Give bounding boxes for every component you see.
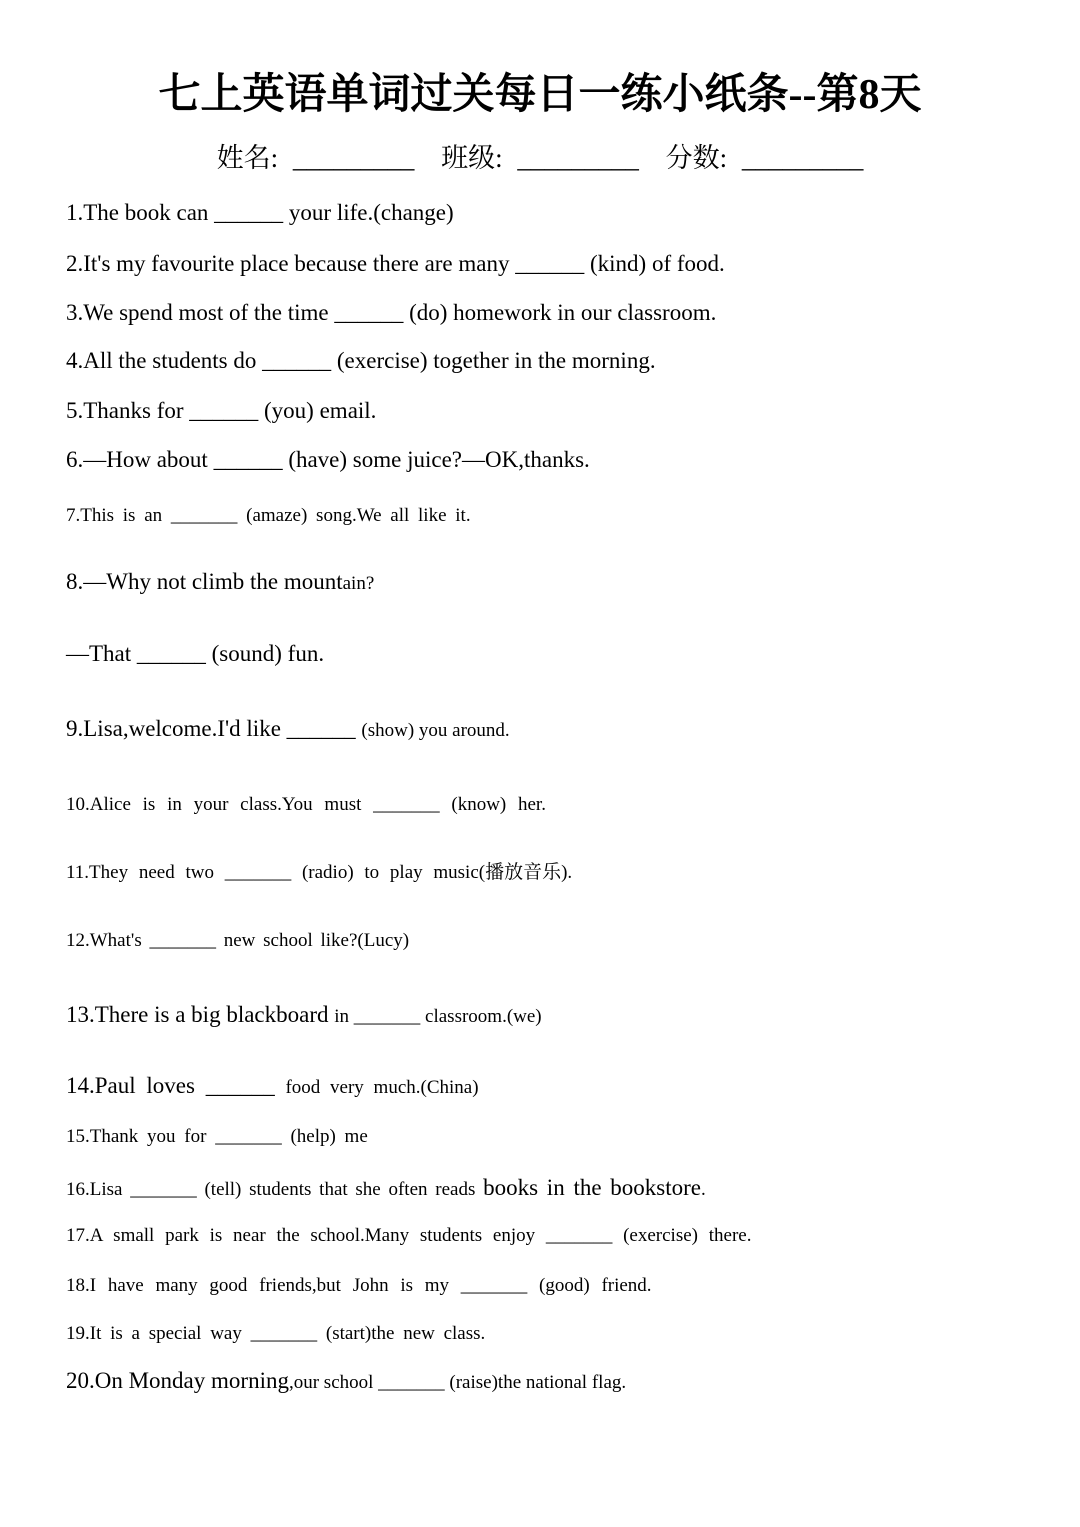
score-blank-line: _________ bbox=[741, 143, 864, 174]
question-text-segment: food very much.(China) bbox=[285, 1076, 479, 1098]
question-text-segment: 12.What's _______ new school like?(Lucy) bbox=[66, 930, 410, 952]
class-blank-line: _________ bbox=[517, 143, 639, 174]
class-field-group bbox=[441, 136, 639, 175]
question-text-segment: 5.Thanks for ______ (you) email. bbox=[66, 398, 377, 424]
question-text-segment: 13.There is a big blackboard bbox=[66, 1001, 335, 1027]
question-item bbox=[66, 1274, 1030, 1298]
question-item bbox=[66, 199, 1030, 228]
question-text-segment: (show) you around. bbox=[361, 719, 510, 741]
question-item bbox=[66, 347, 1030, 376]
question-item bbox=[66, 793, 1030, 817]
question-item bbox=[66, 1125, 1030, 1149]
question-item bbox=[66, 504, 1030, 528]
question-item bbox=[66, 250, 1030, 279]
question-item bbox=[66, 1072, 1030, 1101]
question-text-segment: 3.We spend most of the time ______ (do) homework in our classroom. bbox=[66, 299, 717, 325]
question-text-segment: 14.Paul loves ______ bbox=[66, 1072, 286, 1098]
question-text-segment: in _______ classroom.(we) bbox=[334, 1005, 542, 1027]
question-text-segment: 17.A small park is near the school.Many students enjoy _______ (exercise) there. bbox=[66, 1224, 752, 1246]
question-text-segment: 1.The book can ______ your life.(change) bbox=[66, 200, 454, 226]
question-text-segment: 18.I have many good friends,but John is my _______ (good) friend. bbox=[66, 1274, 652, 1296]
question-text-segment: ,our school _______ (raise)the national flag. bbox=[288, 1372, 627, 1394]
question-item bbox=[66, 299, 1030, 328]
question-text-segment: 7.This is an _______ (amaze) song.We all like it. bbox=[66, 504, 471, 526]
question-item bbox=[66, 929, 1030, 953]
question-text-segment: 6.—How about ______ (have) some juice?—OK,thanks. bbox=[66, 446, 590, 472]
class-label: 班级: bbox=[441, 143, 503, 174]
name-blank-line: _________ bbox=[292, 143, 415, 174]
question-text-segment: ain? bbox=[342, 573, 375, 595]
question-item bbox=[66, 1322, 1030, 1346]
question-item bbox=[66, 568, 1030, 597]
question-text-segment: 9.Lisa,welcome.I'd like ______ bbox=[66, 715, 362, 741]
score-field-group bbox=[666, 136, 864, 175]
question-item bbox=[66, 861, 1030, 885]
page-title: 七上英语单词过关每日一练小纸条--第8天 bbox=[158, 72, 922, 118]
question-text-segment: 11.They need two _______ (radio) to play music(播放音乐). bbox=[66, 862, 573, 884]
question-text-segment: 15.Thank you for _______ (help) me bbox=[66, 1126, 368, 1148]
question-text-segment: 8.—Why not climb the mount bbox=[66, 569, 343, 595]
question-item bbox=[66, 446, 1030, 475]
question-text-segment: . bbox=[701, 1179, 706, 1201]
question-text-segment: 4.All the students do ______ (exercise) together in the morning. bbox=[66, 348, 656, 374]
question-item bbox=[66, 1174, 1030, 1203]
question-text-segment: 16.Lisa _______ (tell) students that she often reads bbox=[66, 1179, 484, 1201]
name-field-group bbox=[217, 136, 415, 175]
score-label: 分数: bbox=[665, 143, 728, 174]
question-item bbox=[66, 1224, 1030, 1248]
student-info-row bbox=[0, 136, 1080, 175]
question-item bbox=[66, 1001, 1030, 1030]
question-item bbox=[66, 1367, 1030, 1396]
question-text-segment: 10.Alice is in your class.You must _______ (know) her. bbox=[66, 793, 546, 815]
question-item bbox=[66, 397, 1030, 426]
name-label: 姓名: bbox=[216, 143, 279, 174]
question-text-segment: 20.On Monday morning bbox=[66, 1368, 289, 1394]
question-text-segment: —That ______ (sound) fun. bbox=[66, 641, 325, 667]
question-text-segment: 2.It's my favourite place because there are many ______ (kind) of food. bbox=[66, 250, 725, 276]
questions-list bbox=[0, 175, 1080, 1396]
question-item bbox=[66, 640, 1030, 669]
question-text-segment: 19.It is a special way _______ (start)the new class. bbox=[66, 1323, 486, 1345]
question-text-segment: books in the bookstore bbox=[483, 1175, 702, 1201]
question-item bbox=[66, 715, 1030, 744]
